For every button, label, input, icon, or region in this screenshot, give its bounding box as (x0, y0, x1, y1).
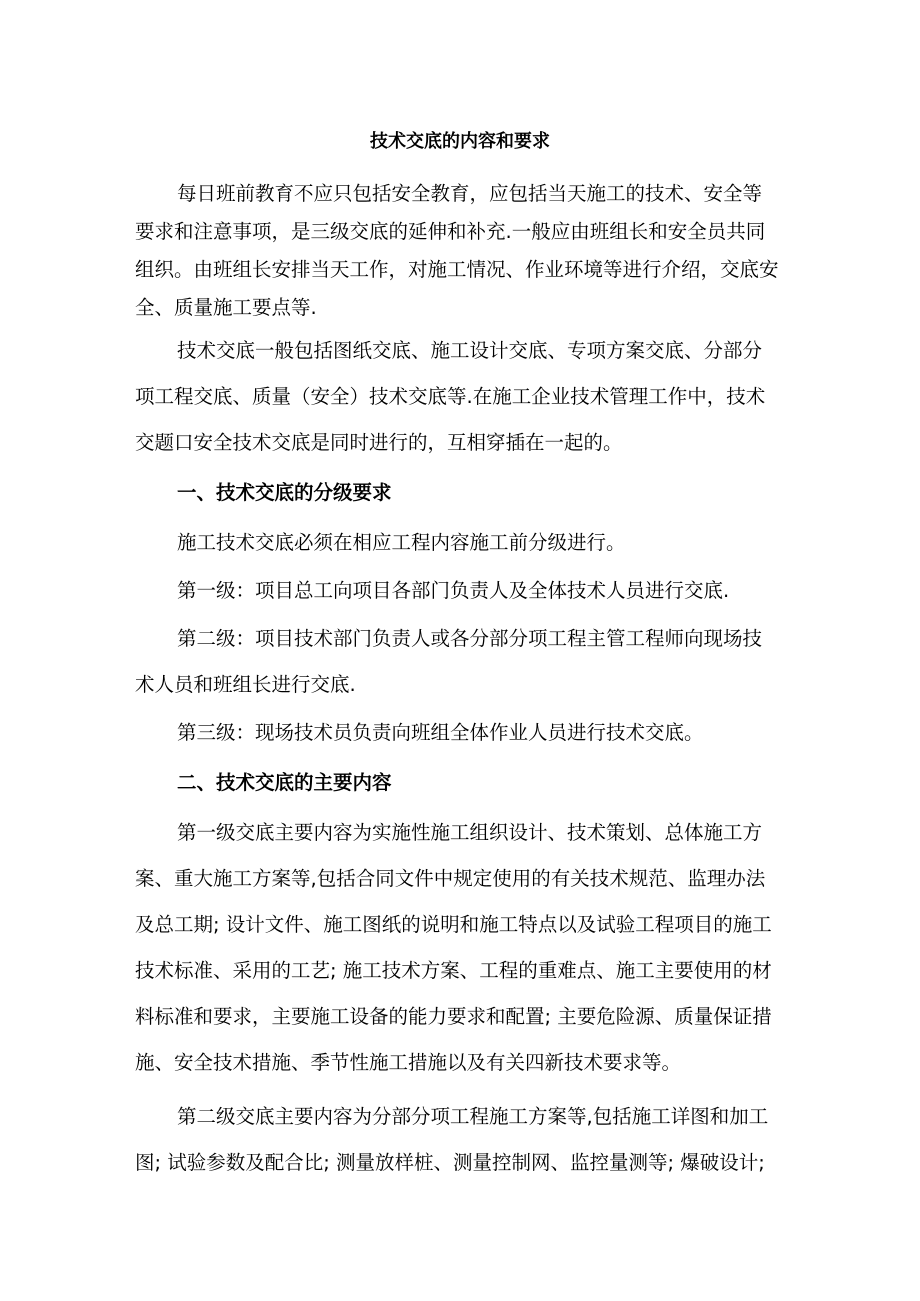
paragraph-7-line-6: 施、安全技术措施、季节性施工措施以及有关四新技术要求等。 (135, 1051, 682, 1074)
paragraph-4: 第一级：项目总工向项目各部门负责人及全体技术人员进行交底. (177, 579, 730, 602)
paragraph-1-line-4: 全、质量施工要点等. (135, 296, 317, 319)
paragraph-7-line-3: 及总工期; 设计文件、施工图纸的说明和施工特点以及试验工程项目的施工 (135, 913, 772, 936)
section-heading-2: 二、技术交底的主要内容 (177, 771, 392, 794)
paragraph-2-line-1: 技术交底一般包括图纸交底、施工设计交底、专项方案交底、分部分 (177, 339, 763, 362)
paragraph-3: 施工技术交底必须在相应工程内容施工前分级进行。 (177, 531, 626, 554)
paragraph-1-line-3: 组织。由班组长安排当天工作，对施工情况、作业环境等进行介绍，交底安 (135, 258, 779, 281)
document-title: 技术交底的内容和要求 (370, 131, 550, 152)
paragraph-7-line-1: 第一级交底主要内容为实施性施工组织设计、技术策划、总体施工方 (177, 821, 763, 844)
paragraph-8-line-2: 图; 试验参数及配合比; 测量放样桩、测量控制网、监控量测等; 爆破设计; (135, 1151, 765, 1174)
paragraph-7-line-4: 技术标准、采用的工艺; 施工技术方案、工程的重难点、施工主要使用的材 (135, 959, 772, 982)
paragraph-2-line-3: 交题口安全技术交底是同时进行的，互相穿插在一起的。 (135, 431, 623, 454)
section-heading-1: 一、技术交底的分级要求 (177, 481, 392, 504)
paragraph-5-line-1: 第二级：项目技术部门负责人或各分部分项工程主管工程师向现场技 (177, 627, 763, 650)
paragraph-2-line-2: 项工程交底、质量（安全）技术交底等.在施工企业技术管理工作中，技术 (135, 385, 766, 408)
paragraph-5-line-2: 术人员和班组长进行交底. (135, 673, 356, 696)
paragraph-1-line-2: 要求和注意事项，是三级交底的延伸和补充.一般应由班组长和安全员共同 (135, 220, 766, 243)
paragraph-6: 第三级：现场技术员负责向班组全体作业人员进行技术交底。 (177, 721, 704, 744)
paragraph-8-line-1: 第二级交底主要内容为分部分项工程施工方案等,包括施工详图和加工 (177, 1105, 769, 1128)
paragraph-7-line-2: 案、重大施工方案等,包括合同文件中规定使用的有关技术规范、监理办法 (135, 867, 766, 890)
paragraph-7-line-5: 料标准和要求，主要施工设备的能力要求和配置; 主要危险源、质量保证措 (135, 1005, 772, 1028)
paragraph-1-line-1: 每日班前教育不应只包括安全教育，应包括当天施工的技术、安全等 (177, 182, 763, 205)
